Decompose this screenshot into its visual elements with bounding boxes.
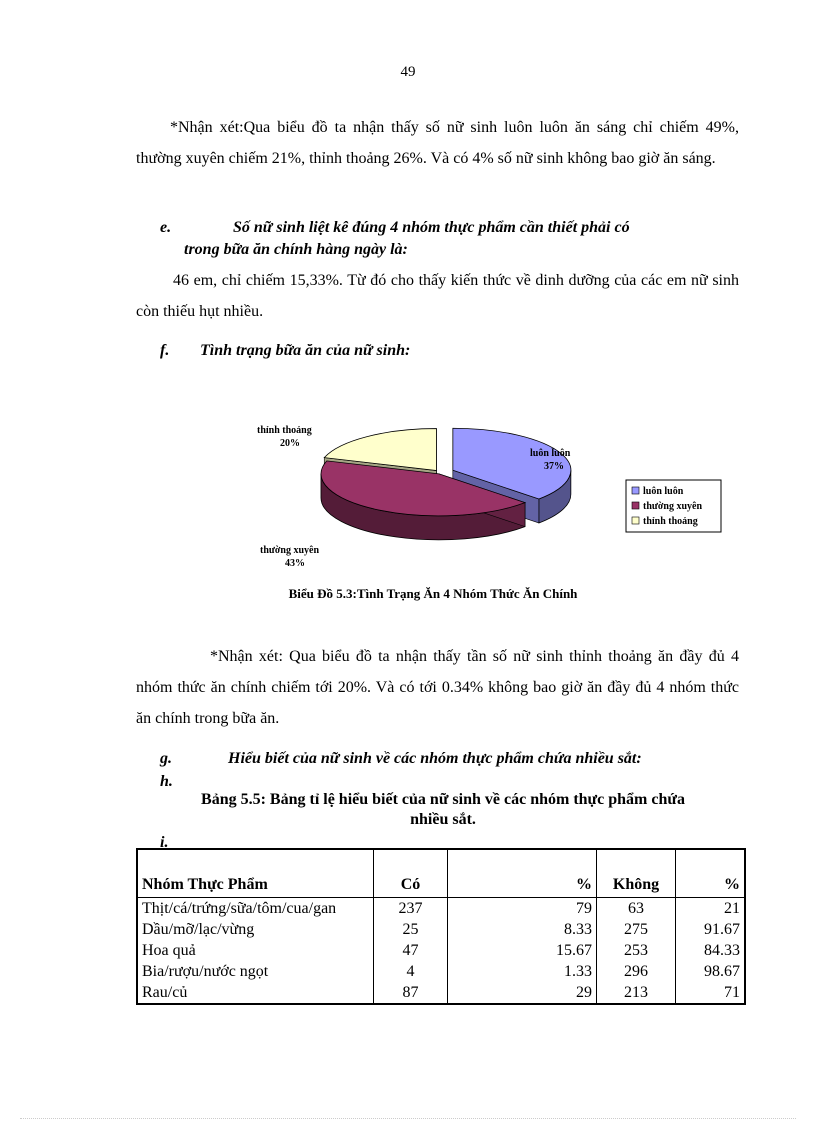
slice-value-luon-luon: 37% <box>544 461 564 472</box>
table-row <box>137 898 745 920</box>
cell-no: 253 <box>597 940 676 961</box>
legend-swatch-thinh-thoang <box>632 517 639 524</box>
col-header-food-group: Nhóm Thực Phẩm <box>137 849 374 898</box>
slice-value-thuong-xuyen: 43% <box>285 558 305 569</box>
table-caption <box>140 790 746 830</box>
slice-label-thuong-xuyen: thường xuyên <box>260 545 320 556</box>
cell-yes: 25 <box>374 919 448 940</box>
cell-yes: 47 <box>374 940 448 961</box>
paragraph-comment-2: *Nhận xét: Qua biểu đồ ta nhận thấy tần số nữ sinh thỉnh thoảng ăn đầy đủ 4 nhóm thức ăn chính chiếm tới 20%. Và có tới 0.34% không bao giờ ăn đầy đủ 4 nhóm thức ăn chính trong bữa ăn. <box>136 648 739 727</box>
legend-label-luon-luon: luôn luôn <box>643 486 684 497</box>
paragraph-comment-1: *Nhận xét:Qua biểu đồ ta nhận thấy số nữ sinh luôn luôn ăn sáng chỉ chiếm 49%, thường xuyên chiếm 21%, thỉnh thoảng 26%. Và có 4% số nữ sinh không bao giờ ăn sáng. <box>136 119 739 167</box>
slice-label-thinh-thoang: thỉnh thoảng <box>257 425 312 436</box>
table-caption-line2: nhiều sắt. <box>410 811 476 828</box>
col-header-no-percent: % <box>676 849 746 898</box>
slice-label-luon-luon: luôn luôn <box>530 448 571 459</box>
cell-no-percent: 98.67 <box>676 961 746 982</box>
heading-f <box>160 342 411 360</box>
legend-swatch-luon-luon <box>632 487 639 494</box>
table-header-row <box>137 849 745 898</box>
cell-food-group: Rau/củ <box>142 984 188 1001</box>
table-row <box>137 982 745 1004</box>
cell-food-group: Bia/rượu/nước ngọt <box>142 963 269 980</box>
chart-caption: Biểu Đồ 5.3:Tình Trạng Ăn 4 Nhóm Thức Ăn Chính <box>288 586 578 601</box>
heading-e-text: Số nữ sinh liệt kê đúng 4 nhóm thực phẩm cần thiết phải có <box>233 219 630 236</box>
page-number: 49 <box>400 64 416 80</box>
col-header-yes-percent: % <box>448 849 597 898</box>
col-header-yes: Có <box>374 849 448 898</box>
cell-yes-percent: 1.33 <box>448 961 597 982</box>
cell-food-group: Dầu/mỡ/lạc/vừng <box>142 921 255 938</box>
label-h: h. <box>160 773 173 790</box>
heading-f-label: f. <box>160 342 170 359</box>
cell-food-group: Hoa quả <box>142 942 196 959</box>
heading-f-text: Tình trạng bữa ăn của nữ sinh: <box>200 342 411 359</box>
cell-yes-percent: 29 <box>448 982 597 1004</box>
table-row <box>137 940 745 961</box>
cell-no-percent: 71 <box>676 982 746 1004</box>
table-caption-line1: Bảng 5.5: Bảng tỉ lệ hiểu biết của nữ sinh về các nhóm thực phẩm chứa <box>201 791 685 808</box>
cell-no-percent: 91.67 <box>676 919 746 940</box>
heading-e-label: e. <box>160 219 172 236</box>
pie-chart <box>240 405 740 585</box>
slice-value-thinh-thoang: 20% <box>280 438 300 449</box>
heading-g-label: g. <box>160 750 172 767</box>
cell-no: 63 <box>597 898 676 920</box>
heading-g-text: Hiểu biết của nữ sinh về các nhóm thực phẩm chứa nhiều sắt: <box>228 750 642 767</box>
legend-label-thinh-thoang: thỉnh thoảng <box>643 516 698 527</box>
legend-swatch-thuong-xuyen <box>632 502 639 509</box>
cell-no: 296 <box>597 961 676 982</box>
page-bottom-divider <box>20 1118 796 1119</box>
legend-label-thuong-xuyen: thường xuyên <box>643 501 703 512</box>
heading-g <box>160 750 750 768</box>
chart-legend <box>626 480 721 532</box>
cell-no-percent: 21 <box>676 898 746 920</box>
cell-food-group: Thịt/cá/trứng/sữa/tôm/cua/gan <box>142 900 337 917</box>
cell-no: 275 <box>597 919 676 940</box>
paragraph-result: 46 em, chỉ chiếm 15,33%. Từ đó cho thấy kiến thức về dinh dưỡng của các em nữ sinh còn thiếu hụt nhiều. <box>136 272 739 320</box>
cell-yes: 87 <box>374 982 448 1004</box>
table-row <box>137 961 745 982</box>
heading-e-text-line2: trong bữa ăn chính hàng ngày là: <box>184 241 408 258</box>
cell-yes: 237 <box>374 898 448 920</box>
cell-yes-percent: 8.33 <box>448 919 597 940</box>
cell-yes: 4 <box>374 961 448 982</box>
cell-yes-percent: 15.67 <box>448 940 597 961</box>
col-header-no: Không <box>597 849 676 898</box>
iron-food-table <box>136 848 746 1005</box>
cell-no: 213 <box>597 982 676 1004</box>
label-i: i. <box>160 834 169 851</box>
cell-no-percent: 84.33 <box>676 940 746 961</box>
cell-yes-percent: 79 <box>448 898 597 920</box>
table-row <box>137 919 745 940</box>
